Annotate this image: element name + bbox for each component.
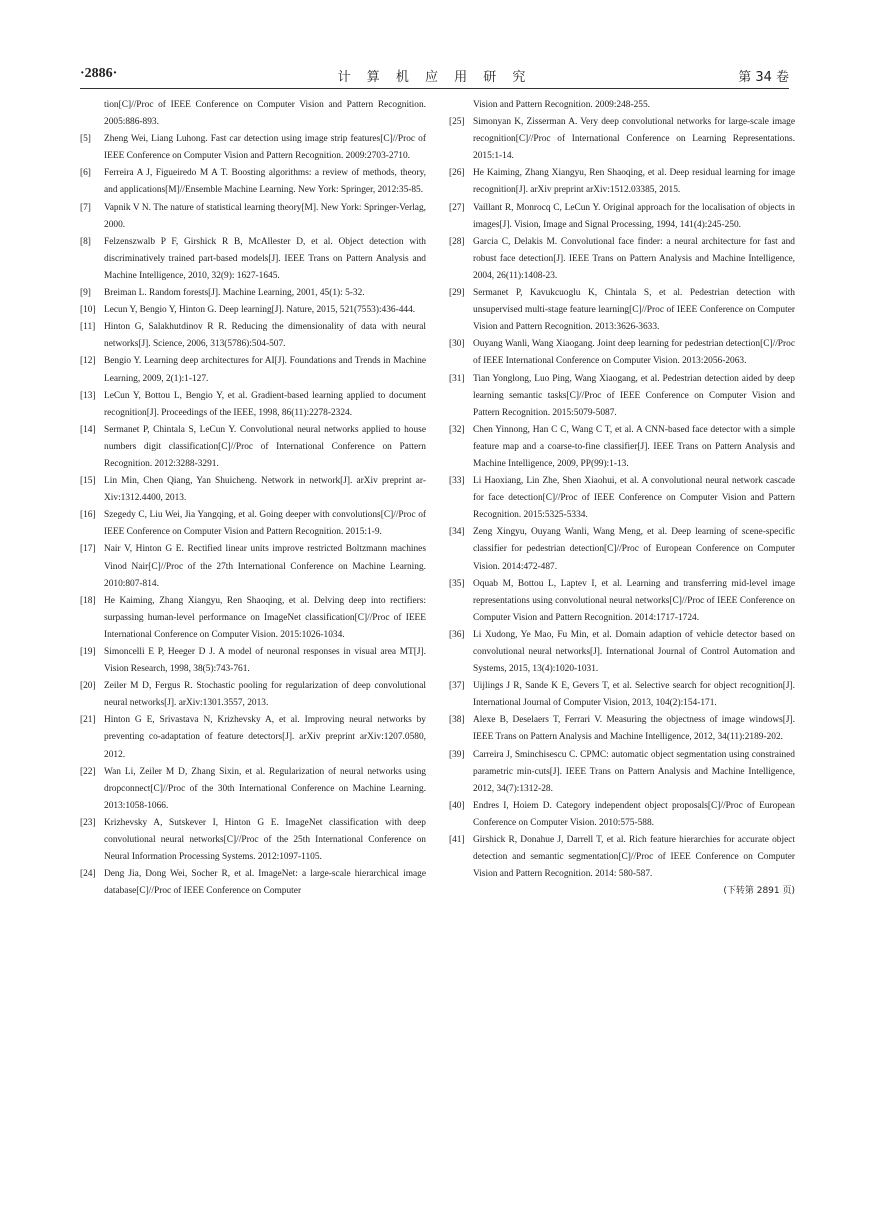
reference-number: [12] xyxy=(80,356,96,367)
reference-number: [9] xyxy=(80,288,91,299)
reference-text: Lin Min, Chen Qiang, Yan Shuicheng. Network in network[J]. arXiv preprint ar-Xiv:1312.4400, 2013. xyxy=(104,476,426,504)
reference-number: [17] xyxy=(80,544,96,555)
reference-number: [21] xyxy=(80,715,96,726)
reference-item xyxy=(80,507,426,541)
reference-text: Nair V, Hinton G E. Rectified linear units improve restricted Boltzmann machines Vinod Nair[C]//Proc of the 27th International Conference on Machine Learning. 2010:807-814. xyxy=(104,544,426,589)
reference-item xyxy=(449,678,795,712)
reference-text: Vapnik V N. The nature of statistical learning theory[M]. New York: Springer-Verlag, 2000. xyxy=(104,202,426,230)
reference-number: [33] xyxy=(449,476,465,487)
reference-text: Hinton G E, Srivastava N, Krizhevsky A, et al. Improving neural networks by preventing co-adaptation of feature detectors[J]. arXiv preprint arXiv:1207.0580, 2012. xyxy=(104,715,426,760)
reference-item xyxy=(449,285,795,336)
continued-reference-text: tion[C]//Proc of IEEE Conference on Computer Vision and Pattern Recognition. 2005:886-893. xyxy=(104,100,426,128)
reference-number: [15] xyxy=(80,476,96,487)
reference-text: Breiman L. Random forests[J]. Machine Learning, 2001, 45(1): 5-32. xyxy=(104,288,365,299)
reference-text: Garcia C, Delakis M. Convolutional face finder: a neural architecture for fast and robust face detection[J]. IEEE Trans on Pattern Analysis and Machine Intelligence, 2004, 26(11):1408-23. xyxy=(473,236,795,281)
reference-item xyxy=(449,473,795,524)
reference-item xyxy=(80,388,426,422)
reference-item xyxy=(80,644,426,678)
reference-text: Simoncelli E P, Heeger D J. A model of neuronal responses in visual area MT[J]. Vision Research, 1998, 38(5):743-761. xyxy=(104,647,426,675)
reference-number: [25] xyxy=(449,117,465,128)
reference-item xyxy=(80,712,426,763)
reference-text: Szegedy C, Liu Wei, Jia Yangqing, et al. Going deeper with convolutions[C]//Proc of IEEE Conference on Computer Vision and Pattern Recognition. 2015:1-9. xyxy=(104,510,426,538)
reference-number: [13] xyxy=(80,390,96,401)
reference-number: [5] xyxy=(80,134,91,145)
reference-item xyxy=(80,200,426,234)
reference-text: Deng Jia, Dong Wei, Socher R, et al. ImageNet: a large-scale hierarchical image database[C]//Proc of IEEE Conference on Computer xyxy=(104,869,426,897)
reference-number: [11] xyxy=(80,322,96,333)
reference-item xyxy=(449,832,795,883)
reference-list-right xyxy=(449,114,795,883)
reference-number: [30] xyxy=(449,339,465,350)
reference-item xyxy=(80,319,426,353)
reference-number: [10] xyxy=(80,305,96,316)
reference-item xyxy=(449,422,795,473)
continued-note: (下转第 2891 页) xyxy=(723,886,795,897)
reference-text: Oquab M, Bottou L, Laptev I, et al. Learning and transferring mid-level image representations using convolutional neural networks[C]//Proc of IEEE Conference on Computer Vision and Pattern Recognition. 2014:1717-1724. xyxy=(473,578,795,623)
reference-number: [39] xyxy=(449,749,465,760)
reference-text: Li Haoxiang, Lin Zhe, Shen Xiaohui, et al. A convolutional neural network cascade for face detection[C]//Proc of IEEE Conference on Computer Vision and Pattern Recognition. 2015:5325-5334. xyxy=(473,476,795,521)
reference-text: Zeng Xingyu, Ouyang Wanli, Wang Meng, et al. Deep learning of scene-specific classifier for pedestrian detection[C]//Proc of European Conference on Computer Vision. 2014:472-487. xyxy=(473,527,795,572)
reference-number: [32] xyxy=(449,424,465,435)
reference-number: [14] xyxy=(80,424,96,435)
reference-item xyxy=(80,131,426,165)
reference-item xyxy=(449,165,795,199)
reference-item xyxy=(80,815,426,866)
reference-number: [7] xyxy=(80,202,91,213)
reference-text: Sermanet P, Chintala S, LeCun Y. Convolutional neural networks applied to house numbers digit classification[C]//Proc of International Conference on Pattern Recognition. 2012:3288-3291. xyxy=(104,424,426,469)
reference-number: [27] xyxy=(449,202,465,213)
reference-item xyxy=(80,593,426,644)
reference-number: [24] xyxy=(80,869,96,880)
reference-item xyxy=(80,678,426,712)
reference-item xyxy=(449,200,795,234)
reference-text: He Kaiming, Zhang Xiangyu, Ren Shaoqing, et al. Deep residual learning for image recognition[J]. arXiv preprint arXiv:1512.03385, 2015. xyxy=(473,168,795,196)
reference-number: [26] xyxy=(449,168,465,179)
reference-item xyxy=(449,576,795,627)
reference-item xyxy=(449,371,795,422)
reference-number: [22] xyxy=(80,766,96,777)
reference-list-left xyxy=(80,131,426,900)
reference-item xyxy=(449,747,795,798)
reference-number: [16] xyxy=(80,510,96,521)
reference-text: Sermanet P, Kavukcuoglu K, Chintala S, et al. Pedestrian detection with unsupervised multi-stage feature learning[C]//Proc of IEEE Conference on Computer Vision and Pattern Recognition. 2013:3626-3633. xyxy=(473,288,795,333)
reference-item xyxy=(80,285,426,302)
reference-number: [36] xyxy=(449,629,465,640)
reference-item xyxy=(80,165,426,199)
reference-item xyxy=(449,336,795,370)
continued-reference-text: Vision and Pattern Recognition. 2009:248-255. xyxy=(473,100,651,110)
reference-number: [34] xyxy=(449,527,465,538)
reference-text: Carreira J, Sminchisescu C. CPMC: automatic object segmentation using constrained parametric min-cuts[J]. IEEE Trans on Pattern Analysis and Machine Intelligence, 2012, 34(7):1312-28. xyxy=(473,749,795,794)
reference-text: Endres I, Hoiem D. Category independent object proposals[C]//Proc of European Conference on Computer Vision. 2010:575-588. xyxy=(473,800,795,828)
reference-number: [31] xyxy=(449,373,465,384)
reference-item xyxy=(449,627,795,678)
reference-item xyxy=(449,114,795,165)
reference-number: [18] xyxy=(80,595,96,606)
reference-text: Zeiler M D, Fergus R. Stochastic pooling for regularization of deep convolutional neural networks[J]. arXiv:1301.3557, 2013. xyxy=(104,681,426,709)
reference-number: [19] xyxy=(80,647,96,657)
reference-item xyxy=(80,302,426,319)
reference-item xyxy=(80,234,426,285)
reference-item xyxy=(449,524,795,575)
reference-text: Ferreira A J, Figueiredo M A T. Boosting algorithms: a review of methods, theory, and applications[M]//Ensemble Machine Learning. New York: Springer, 2012:35-85. xyxy=(104,168,426,196)
page-header xyxy=(80,64,789,86)
right-column xyxy=(449,97,795,900)
reference-text: Lecun Y, Bengio Y, Hinton G. Deep learning[J]. Nature, 2015, 521(7553):436-444. xyxy=(104,305,416,316)
reference-text: Krizhevsky A, Sutskever I, Hinton G E. ImageNet classification with deep convolutional neural networks[C]//Proc of the 25th International Conference on Neural Information Processing Systems. 2012:1097-1105. xyxy=(104,817,426,863)
reference-text: Ouyang Wanli, Wang Xiaogang. Joint deep learning for pedestrian detection[C]//Proc of IEEE International Conference on Computer Vision. 2013:2056-2063. xyxy=(473,339,795,367)
reference-text: Wan Li, Zeiler M D, Zhang Sixin, et al. Regularization of neural networks using dropconnect[C]//Proc of the 30th International Conference on Machine Learning. 2013:1058-1066. xyxy=(104,766,426,811)
reference-text: Alexe B, Deselaers T, Ferrari V. Measuring the objectness of image windows[J]. IEEE Trans on Pattern Analysis and Machine Intelligence, 2012, 34(11):2189-202. xyxy=(473,715,795,743)
reference-number: [40] xyxy=(449,800,465,811)
reference-text: Felzenszwalb P F, Girshick R B, McAllester D, et al. Object detection with discriminatively trained part-based models[J]. IEEE Trans on Pattern Analysis and Machine Intelligence, 2010, 32(9): 1627-1645. xyxy=(104,236,426,281)
journal-title: 计 算 机 应 用 研 究 xyxy=(337,70,532,85)
reference-text: Simonyan K, Zisserman A. Very deep convolutional networks for large-scale image recognition[C]//Proc of International Conference on Learning Representations. 2015:1-14. xyxy=(473,117,795,162)
reference-text: He Kaiming, Zhang Xiangyu, Ren Shaoqing, et al. Delving deep into rectifiers: surpassing human-level performance on ImageNet classification[C]//Proc of IEEE International Conference on Computer Vision. 2015:1026-1034. xyxy=(104,595,426,640)
reference-item xyxy=(449,798,795,832)
reference-text: Bengio Y. Learning deep architectures for AI[J]. Foundations and Trends in Machine Learning, 2009, 2(1):1-127. xyxy=(104,356,426,384)
reference-item xyxy=(449,712,795,746)
reference-text: Li Xudong, Ye Mao, Fu Min, et al. Domain adaption of vehicle detector based on convolutional neural networks[J]. International Journal of Control Automation and Systems, 2015, 13(4):1020-1031. xyxy=(473,629,795,675)
reference-text: Zheng Wei, Liang Luhong. Fast car detection using image strip features[C]//Proc of IEEE Conference on Computer Vision and Pattern Recognition. 2009:2703-2710. xyxy=(104,134,426,162)
reference-item xyxy=(80,422,426,473)
reference-item xyxy=(80,473,426,507)
reference-number: [20] xyxy=(80,681,96,692)
reference-item xyxy=(80,353,426,387)
left-column xyxy=(80,97,426,900)
reference-number: [35] xyxy=(449,578,465,589)
reference-number: [8] xyxy=(80,236,91,247)
reference-number: [28] xyxy=(449,236,465,247)
reference-item xyxy=(80,764,426,815)
reference-text: Girshick R, Donahue J, Darrell T, et al. Rich feature hierarchies for accurate object detection and semantic segmentation[C]//Proc of IEEE Conference on Computer Vision and Pattern Recognition. 2014: 580-587. xyxy=(473,835,795,880)
volume-label: 第 34 卷 xyxy=(738,70,789,85)
continuation-row xyxy=(449,883,795,900)
reference-number: [6] xyxy=(80,168,91,179)
reference-text: Hinton G, Salakhutdinov R R. Reducing the dimensionality of data with neural networks[J]. Science, 2006, 313(5786):504-507. xyxy=(104,322,426,350)
reference-number: [23] xyxy=(80,817,96,828)
header-rule xyxy=(80,88,789,89)
reference-item xyxy=(80,541,426,592)
reference-text: LeCun Y, Bottou L, Bengio Y, et al. Gradient-based learning applied to document recognition[J]. Proceedings of the IEEE, 1998, 86(11):2278-2324. xyxy=(104,390,426,418)
reference-text: Uijlings J R, Sande K E, Gevers T, et al. Selective search for object recognition[J]. International Journal of Computer Vision, 2013, 104(2):154-171. xyxy=(473,681,795,709)
page-number: ·2886· xyxy=(80,66,118,81)
reference-text: Chen Yinnong, Han C C, Wang C T, et al. A CNN-based face detector with a simple feature map and a coarse-to-fine classifier[J]. IEEE Trans on Pattern Analysis and Machine Intelligence, 2009, PP(99):1-13. xyxy=(473,424,795,469)
reference-number: [38] xyxy=(449,715,465,726)
reference-number: [29] xyxy=(449,288,465,299)
reference-number: [41] xyxy=(449,835,465,846)
reference-item xyxy=(449,234,795,285)
reference-text: Tian Yonglong, Luo Ping, Wang Xiaogang, et al. Pedestrian detection aided by deep learning semantic tasks[C]//Proc of IEEE Conference on Computer Vision and Pattern Recognition. 2015:5079-5087. xyxy=(473,373,795,418)
reference-number: [37] xyxy=(449,681,465,692)
reference-item xyxy=(80,866,426,900)
reference-text: Vaillant R, Monrocq C, LeCun Y. Original approach for the localisation of objects in images[J]. Vision, Image and Signal Processing, 1994, 141(4):245-250. xyxy=(473,202,795,230)
